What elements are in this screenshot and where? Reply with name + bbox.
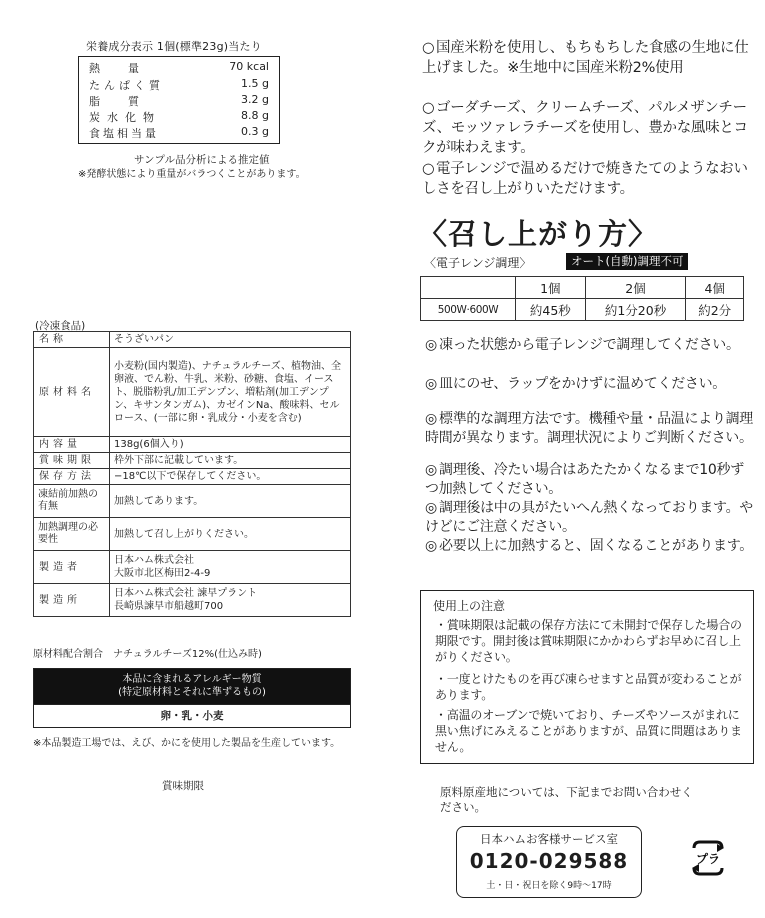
table-row	[34, 453, 351, 469]
label-key: 加熱調理の必要性	[34, 518, 110, 551]
nutrition-value: 3.2 g	[241, 93, 269, 106]
customer-service-box	[456, 826, 642, 898]
instruction-text: 調理後、冷たい場合はあたたかくなるまで10秒ずつ加熱してください。	[425, 462, 744, 497]
caution-text: 一度とけたものを再び凍らせますと品質が変わることがあります。	[435, 672, 742, 702]
instruction-item	[425, 375, 753, 394]
circle-bullet-icon: ◎	[425, 500, 437, 516]
nutrition-label: 食塩相当量	[89, 127, 159, 140]
instruction-text: 標準的な調理方法です。機種や量・品温により調理時間が異なります。調理状況によりご判断ください。	[425, 411, 753, 446]
auto-cook-badge: オート(自動)調理不可	[566, 253, 688, 270]
table-row	[421, 299, 744, 321]
nutrition-row	[79, 93, 279, 109]
label-key: 内容量	[34, 437, 110, 453]
column-header: 2個	[585, 277, 686, 299]
circle-bullet-icon: ◎	[425, 462, 437, 478]
label-value: 日本ハム株式会社 大阪市北区梅田2-4-9	[110, 551, 351, 584]
product-label-table	[33, 331, 351, 617]
nutrition-footnote: ※発酵状態により重量がバラつくことがあります。	[78, 169, 306, 180]
support-hours: 土・日・祝日を除く9時〜17時	[486, 881, 612, 891]
feature-text: ゴーダチーズ、クリームチーズ、パルメザンチーズ、モッツァレラチーズを使用し、豊かな風味とコクが味わえます。	[422, 100, 748, 156]
allergy-items: 卵・乳・小麦	[34, 704, 350, 727]
nutrition-table	[78, 56, 280, 144]
circle-bullet-icon: ◎	[425, 376, 437, 392]
table-cell: 約2分	[686, 299, 744, 321]
frozen-food-label: (冷凍食品)	[35, 320, 86, 332]
best-before-label: 賞味期限	[162, 780, 204, 792]
nutrition-value: 8.8 g	[241, 109, 269, 122]
instruction-item	[425, 461, 753, 499]
instruction-item	[425, 537, 753, 556]
table-cell: 約1分20秒	[585, 299, 686, 321]
circle-bullet-icon: ○	[422, 100, 435, 116]
instruction-text: 凍った状態から電子レンジで調理してください。	[439, 337, 740, 353]
instruction-item	[425, 499, 753, 537]
table-row	[34, 348, 351, 437]
support-phone: 0120-029588	[469, 849, 629, 873]
circle-bullet-icon: ◎	[425, 538, 437, 554]
label-value: そうざいパン	[110, 332, 351, 348]
nutrition-label: たんぱく質	[89, 79, 164, 92]
microwave-label: 〈電子レンジ調理〉	[424, 256, 532, 270]
label-key: 製造者	[34, 551, 110, 584]
support-title: 日本ハムお客様サービス室	[480, 832, 618, 846]
microwave-time-table	[420, 276, 744, 321]
table-row	[34, 437, 351, 453]
table-corner	[421, 277, 516, 299]
circle-bullet-icon: ○	[422, 40, 435, 56]
label-key: 賞味期限	[34, 453, 110, 469]
circle-bullet-icon: ○	[422, 161, 435, 177]
table-row	[34, 518, 351, 551]
label-key: 原材料名	[34, 348, 110, 437]
nutrition-row	[79, 77, 279, 93]
allergy-note: ※本品製造工場では、えび、かにを使用した製品を生産しています。	[33, 738, 341, 749]
caution-item: ・一度とけたものを再び凍らせますと品質が変わることがあります。	[435, 672, 742, 702]
instruction-text: 調理後は中の具がたいへん熱くなっております。やけどにご注意ください。	[425, 500, 753, 535]
label-key: 製造所	[34, 584, 110, 617]
label-value: 小麦粉(国内製造)、ナチュラルチーズ、植物油、全卵液、でん粉、牛乳、米粉、砂糖、食塩、イースト、脱脂粉乳/加工デンプン、増粘剤(加工デンプン、キサンタンガム)、カゼインNa、酸味料、セルロース、(一部に卵・乳成分・小麦を含む)	[110, 348, 351, 437]
caution-text: 高温のオーブンで焼いており、チーズやソースがまれに黒い焦げにみえることがありますが、品質に問題はありません。	[435, 708, 742, 754]
table-row	[34, 551, 351, 584]
instruction-item	[425, 410, 753, 448]
table-cell: 約45秒	[516, 299, 586, 321]
label-value: 138g(6個入り)	[110, 437, 351, 453]
nutrition-value: 0.3 g	[241, 125, 269, 138]
allergy-box	[33, 668, 351, 728]
feature-item	[422, 98, 758, 158]
caution-item: ・賞味期限は記載の保存方法にて未開封で保存した場合の期限です。開封後は賞味期限にかかわらずお早めに召し上がりください。	[435, 618, 742, 664]
origin-inquiry-note: 原料原産地については、下記までお問い合わせください。	[440, 785, 693, 814]
nutrition-label: 脂質	[89, 95, 167, 108]
label-key: 名称	[34, 332, 110, 348]
table-row	[421, 277, 744, 299]
label-value: 日本ハム株式会社 諫早プラント 長崎県諫早市船越町700	[110, 584, 351, 617]
caution-item: ・高温のオーブンで焼いており、チーズやソースがまれに黒い焦げにみえることがありますが、品質に問題はありません。	[435, 708, 742, 754]
instruction-item	[425, 336, 753, 355]
column-header: 4個	[686, 277, 744, 299]
caution-title: 使用上の注意	[433, 599, 506, 613]
nutrition-value: 1.5 g	[241, 77, 269, 90]
column-header: 1個	[516, 277, 586, 299]
nutrition-title: 栄養成分表示 1個(標準23g)当たり	[86, 40, 262, 53]
allergy-heading: 本品に含まれるアレルギー物質 (特定原材料とそれに準ずるもの)	[34, 669, 350, 704]
label-value: 加熱してあります。	[110, 485, 351, 518]
table-row	[34, 485, 351, 518]
caution-text: 賞味期限は記載の保存方法にて未開封で保存した場合の期限です。開封後は賞味期限にかかわらずお早めに召し上がりください。	[435, 618, 742, 664]
nutrition-row	[79, 60, 279, 76]
howto-title: 〈召し上がり方〉	[418, 217, 659, 251]
nutrition-label: 炭水化物	[89, 111, 161, 124]
instruction-text: 必要以上に加熱すると、固くなることがあります。	[439, 538, 753, 554]
ingredient-ratio: 原材料配合割合 ナチュラルチーズ12%(仕込み時)	[33, 649, 262, 660]
nutrition-row	[79, 109, 279, 125]
caution-box	[420, 590, 754, 764]
nutrition-estimate-note: サンプル品分析による推定値	[134, 154, 270, 166]
row-header: 500W·600W	[421, 299, 516, 321]
nutrition-label: 熱量	[89, 62, 167, 75]
feature-text: 国産米粉を使用し、もちもちした食感の生地に仕上げました。※生地中に国産米粉2%使用	[422, 40, 749, 76]
label-key: 保存方法	[34, 469, 110, 485]
nutrition-value: 70 kcal	[229, 60, 269, 73]
circle-bullet-icon: ◎	[425, 411, 437, 427]
instruction-text: 皿にのせ、ラップをかけずに温めてください。	[439, 376, 726, 392]
recycle-mark-text: プラ	[695, 852, 721, 866]
label-key: 凍結前加熱の有無	[34, 485, 110, 518]
table-row	[34, 332, 351, 348]
feature-item	[422, 159, 758, 199]
label-value: −18℃以下で保存してください。	[110, 469, 351, 485]
plastic-recycle-icon	[686, 838, 730, 878]
table-row	[34, 584, 351, 617]
table-row	[34, 469, 351, 485]
feature-text: 電子レンジで温めるだけで焼きたてのようなおいしさを召し上がりいただけます。	[422, 161, 748, 197]
feature-item	[422, 38, 758, 78]
circle-bullet-icon: ◎	[425, 337, 437, 353]
label-value: 加熱して召し上がりください。	[110, 518, 351, 551]
label-value: 枠外下部に記載しています。	[110, 453, 351, 469]
nutrition-row	[79, 125, 279, 141]
